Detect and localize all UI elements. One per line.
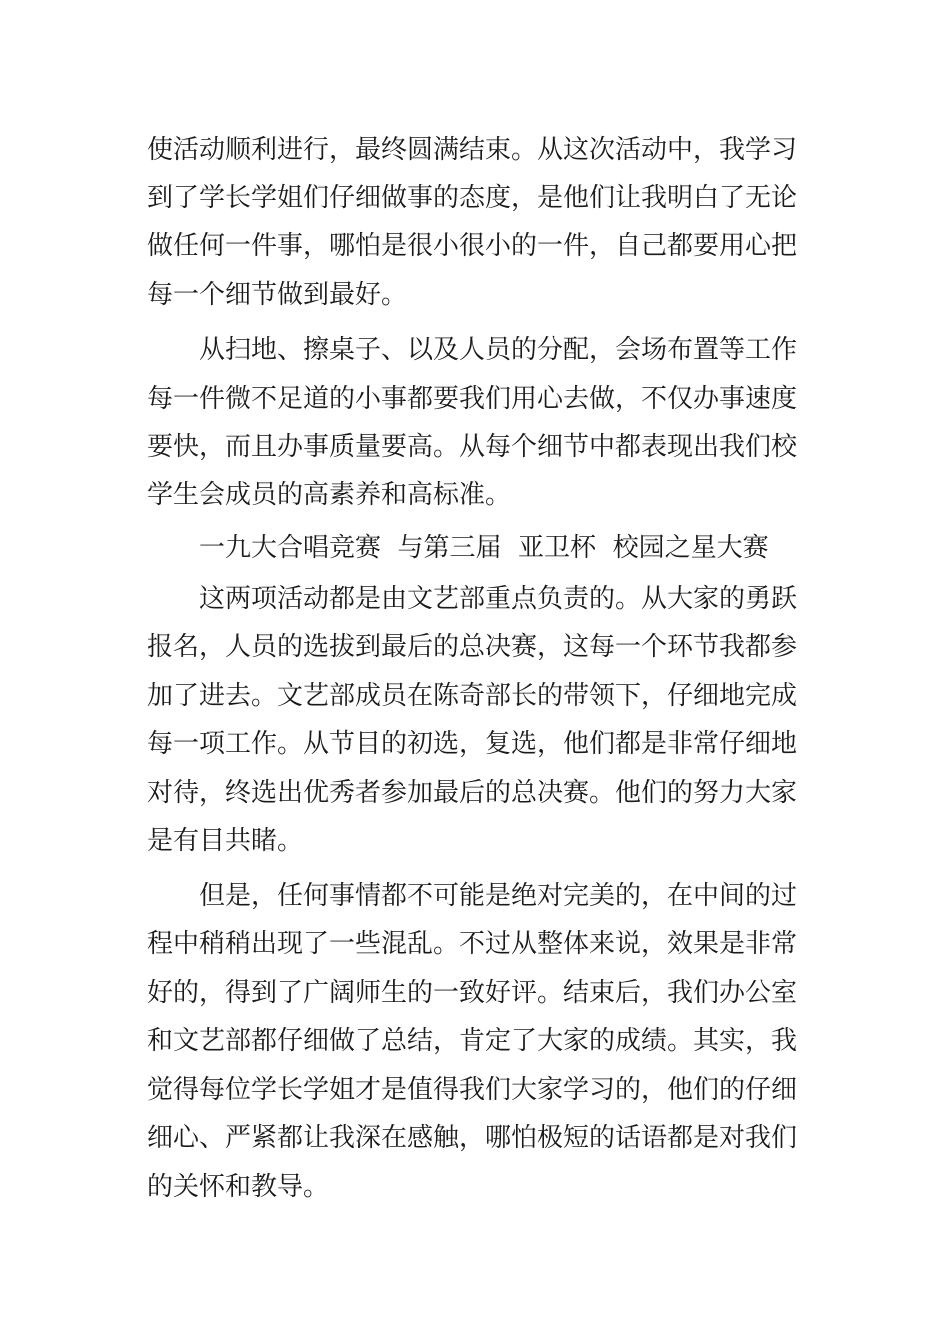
paragraph-1-line-3: 做任何一件事，哪怕是很小很小的一件，自己都要用心把 [147,231,798,261]
paragraph-4-line-7: 的关怀和教导。 [147,1172,330,1202]
paragraph-4-line-6: 细心、严紧都让我深在感触，哪怕极短的话语都是对我们 [147,1123,798,1153]
paragraph-3-line-1: 这两项活动都是由文艺部重点负责的。从大家的勇跃 [199,584,798,614]
paragraph-2-line-2: 每一件微不足道的小事都要我们用心去做，不仅办事速度 [147,384,798,414]
paragraph-3-line-5: 对待，终选出优秀者参加最后的总决赛。他们的努力大家 [147,778,798,808]
paragraph-4-line-3: 好的，得到了广阔师生的一致好评。结束后，我们办公室 [147,978,798,1008]
paragraph-4-line-1: 但是，任何事情都不可能是绝对完美的，在中间的过 [199,881,798,911]
paragraph-3-line-2: 报名，人员的选拔到最后的总决赛，这每一个环节我都参 [147,632,798,662]
paragraph-4-line-2: 程中稍稍出现了一些混乱。不过从整体来说，效果是非常 [147,929,798,959]
paragraph-2-line-1: 从扫地、擦桌子、以及人员的分配，会场布置等工作 [199,335,798,365]
paragraph-3-line-6: 是有目共睹。 [147,826,304,856]
paragraph-3-line-3: 加了进去。文艺部成员在陈奇部长的带领下，仔细地完成 [147,681,798,711]
paragraph-4-line-4: 和文艺部都仔细做了总结，肯定了大家的成绩。其实，我 [147,1026,798,1056]
paragraph-2-line-4: 学生会成员的高素养和高标准。 [147,480,512,510]
paragraph-1-line-4: 每一个细节做到最好。 [147,280,408,310]
paragraph-1-line-2: 到了学长学姐们仔细做事的态度，是他们让我明白了无论 [147,183,798,213]
paragraph-3-line-4: 每一项工作。从节目的初选，复选，他们都是非常仔细地 [147,729,798,759]
paragraph-4-line-5: 觉得每位学长学姐才是值得我们大家学习的，他们的仔细 [147,1075,798,1105]
paragraph-2-line-3: 要快，而且办事质量要高。从每个细节中都表现出我们校 [147,432,798,462]
section-heading: 一九大合唱竞赛 与第三届 亚卫杯 校园之星大赛 [199,533,769,563]
paragraph-1-line-1: 使活动顺利进行，最终圆满结束。从这次活动中，我学习 [147,135,798,165]
